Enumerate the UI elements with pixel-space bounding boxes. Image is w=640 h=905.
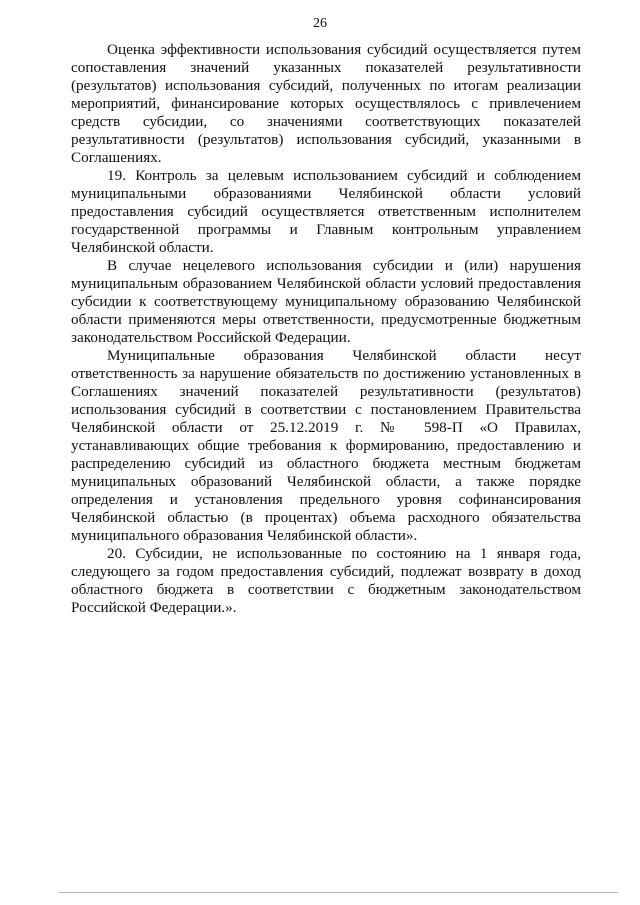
paragraph-20-return: 20. Субсидии, не использованные по состоянию на 1 января года, следующего за годом предоставления субсидий, подлежат возврату в доход областного бюджета в соответствии с бюджетным законодательством Российской Федерации.». <box>71 545 581 616</box>
page-number: 26 <box>313 16 327 31</box>
document-body <box>71 41 581 617</box>
scan-edge-line <box>58 892 618 893</box>
paragraph-responsibility: Муниципальные образования Челябинской области несут ответственность за нарушение обязательств по достижению установленных в Соглашениях значений показателей результативности (результатов) использования субсидий в соответствии с постановлением Правительства Челябинской области от 25.12.2019 г. № 598-П «О Правилах, устанавливающих общие требования к формированию, предоставлению и распределению субсидий из областного бюджета местным бюджетам муниципальных образований Челябинской области, а также порядке определения и установления предельного уровня софинансирования Челябинской областью (в процентах) объема расходного обязательства муниципального образования Челябинской области». <box>71 347 581 544</box>
paragraph-misuse: В случае нецелевого использования субсидии и (или) нарушения муниципальным образованием Челябинской области условий предоставления субсидии к соответствующему муниципальному образованию Челябинской области применяются меры ответственности, предусмотренные бюджетным законодательством Российской Федерации. <box>71 257 581 346</box>
paragraph-evaluation: Оценка эффективности использования субсидий осуществляется путем сопоставления значений указанных показателей результативности (результатов) использования субсидий, полученных по итогам реализации мероприятий, финансирование которых осуществлялось с привлечением средств субсидии, со значениями соответствующих показателей результативности (результатов) использования субсидий, указанными в Соглашениях. <box>71 41 581 166</box>
paragraph-19-control: 19. Контроль за целевым использованием субсидий и соблюдением муниципальными образованиями Челябинской области условий предоставления субсидий осуществляется ответственным исполнителем государственной программы и Главным контрольным управлением Челябинской области. <box>71 167 581 256</box>
